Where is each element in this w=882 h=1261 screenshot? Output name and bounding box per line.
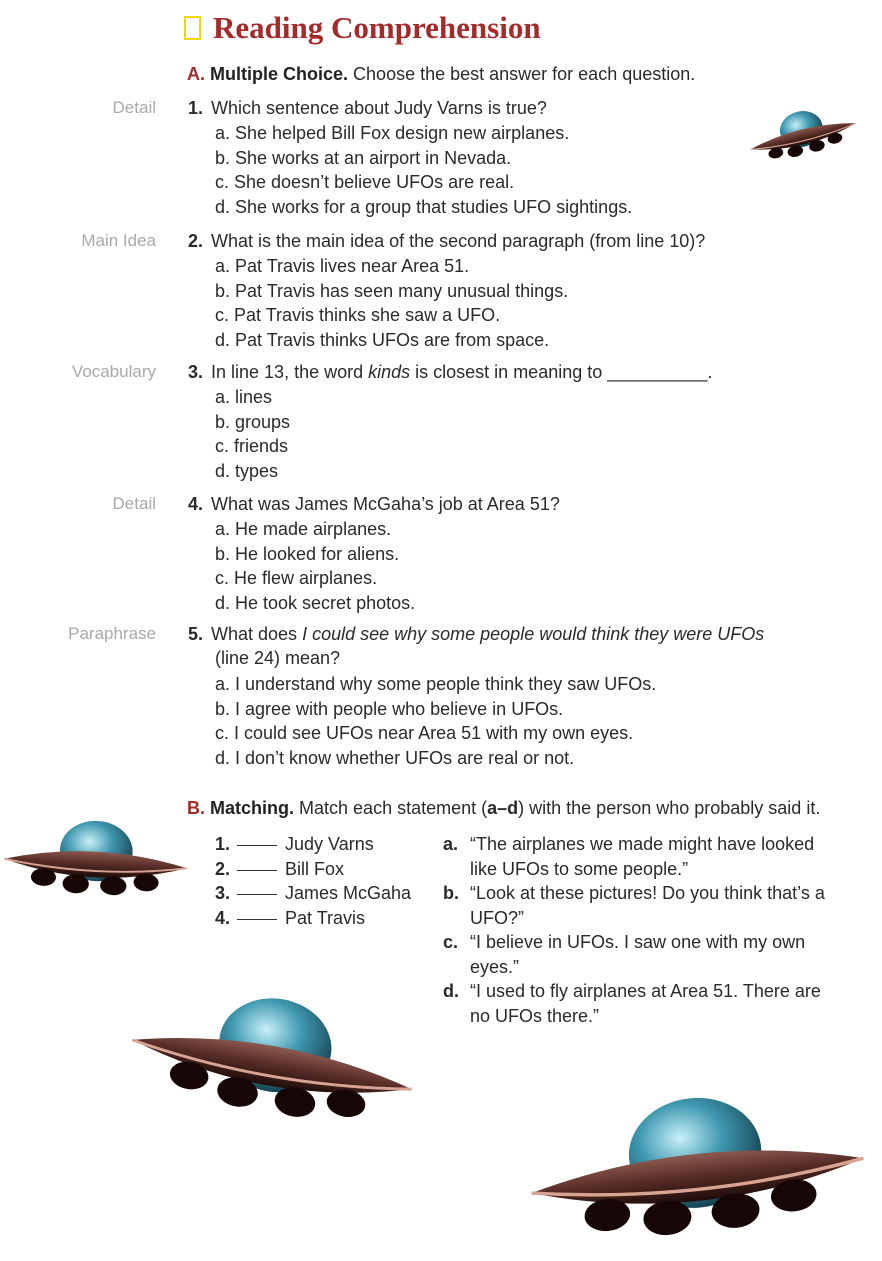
ufo-illustration [0,807,192,905]
section-a-heading [187,64,695,85]
section-letter: B. [187,798,205,818]
answer-options [215,672,656,770]
answer-blank[interactable] [237,894,277,895]
instruction-range: a–d [487,798,519,818]
answer-option[interactable]: d. She works for a group that studies UFO sightings. [215,196,633,217]
ufo-illustration [505,1063,882,1261]
item-number: 3. [215,883,231,903]
section-b-heading [187,798,820,819]
item-number: 4. [215,907,231,928]
question-prompt-start: In line 13, the word [211,362,369,382]
ufo-illustration [109,959,440,1147]
section-title: Multiple Choice. [210,64,349,84]
matching-statements-list [443,832,842,1028]
answer-option[interactable]: c. I could see UFOs near Area 51 with my own eyes. [215,723,634,743]
question-text [188,624,764,645]
statement-text: “I used to fly airplanes at Area 51. There are no UFOs there.” [470,981,821,1026]
question-prompt-start: What does [211,624,303,644]
statement [443,881,842,930]
item-number: 2. [215,858,231,879]
statement-letter: d. [443,981,459,1001]
matching-name-row [215,857,411,882]
question-text [188,362,712,383]
answer-option[interactable]: c. He flew airplanes. [215,568,378,588]
matching-names-list [215,832,411,930]
statement [443,979,842,1028]
question-prompt: What was James McGaha’s job at Area 51? [211,494,560,514]
matching-name-row [215,881,411,906]
person-name: Bill Fox [285,858,345,879]
statement-letter: b. [443,883,459,903]
statement-text: “The airplanes we made might have looked like UFOs to some people.” [470,834,815,879]
answer-option[interactable]: b. groups [215,411,291,432]
instruction-start: Match each statement ( [299,798,488,818]
question-prompt: What is the main idea of the second paragraph (from line 10)? [211,231,706,251]
matching-name-row [215,832,411,857]
question-number: 5. [188,624,204,644]
answer-options [215,385,290,483]
person-name: Judy Varns [285,834,374,854]
question-number: 3. [188,362,204,382]
question-prompt: Which sentence about Judy Varns is true? [211,98,547,118]
answer-option[interactable]: b. He looked for aliens. [215,543,400,564]
question-key-word: kinds [368,362,411,382]
question-number: 2. [188,231,204,251]
question-skill-label: Main Idea [81,231,156,250]
question-number: 4. [188,494,204,514]
question-skill-label: Detail [112,98,156,117]
question-skill-label: Vocabulary [71,362,156,381]
question-text [188,494,560,515]
answer-blank[interactable] [237,845,277,846]
answer-option[interactable]: a. Pat Travis lives near Area 51. [215,256,470,276]
answer-blank[interactable] [237,870,277,871]
question-skill-label: Detail [112,494,156,513]
statement [443,832,842,881]
person-name: Pat Travis [285,907,366,928]
section-header [184,10,541,46]
answer-option[interactable]: d. I don’t know whether UFOs are real or not. [215,747,575,768]
answer-option[interactable]: b. I agree with people who believe in UFOs. [215,698,564,719]
statement-text: “Look at these pictures! Do you think that’s a UFO?” [470,883,825,928]
question-prompt-end: is closest in meaning to __________. [410,362,713,382]
section-instruction [299,798,820,818]
answer-option[interactable]: d. types [215,460,279,481]
ufo-illustration [741,93,862,171]
answer-option[interactable]: a. I understand why some people think they saw UFOs. [215,674,657,694]
answer-options [215,254,568,352]
statement [443,930,842,979]
answer-options [215,121,632,219]
person-name: James McGaha [285,883,412,903]
answer-option[interactable]: d. Pat Travis thinks UFOs are from space. [215,329,550,350]
answer-option[interactable]: c. Pat Travis thinks she saw a UFO. [215,305,501,325]
page-title: Reading Comprehension [213,10,541,45]
question-text [188,98,547,119]
answer-option[interactable]: c. friends [215,436,289,456]
answer-option[interactable]: c. She doesn’t believe UFOs are real. [215,172,515,192]
answer-blank[interactable] [237,919,277,920]
square-outline-icon [184,16,201,40]
section-title: Matching. [210,798,295,818]
answer-option[interactable]: a. She helped Bill Fox design new airplanes. [215,123,570,143]
answer-option[interactable]: a. He made airplanes. [215,519,392,539]
answer-option[interactable]: d. He took secret photos. [215,592,416,613]
answer-option[interactable]: b. Pat Travis has seen many unusual things. [215,280,569,301]
item-number: 1. [215,834,231,854]
answer-options [215,517,415,615]
answer-option[interactable]: a. lines [215,387,273,407]
question-text [188,231,705,252]
question-number: 1. [188,98,204,118]
question-skill-label: Paraphrase [68,624,156,643]
answer-option[interactable]: b. She works at an airport in Nevada. [215,147,512,168]
statement-letter: c. [443,932,459,952]
instruction-end: ) with the person who probably said it. [518,798,821,818]
question-prompt-end: (line 24) mean? [215,648,341,668]
matching-name-row [215,906,411,931]
section-letter: A. [187,64,205,84]
question-quoted-phrase: I could see why some people would think they were UFOs [302,624,765,644]
statement-text: “I believe in UFOs. I saw one with my own eyes.” [470,932,806,977]
section-instruction: Choose the best answer for each question. [353,64,696,84]
statement-letter: a. [443,834,459,854]
